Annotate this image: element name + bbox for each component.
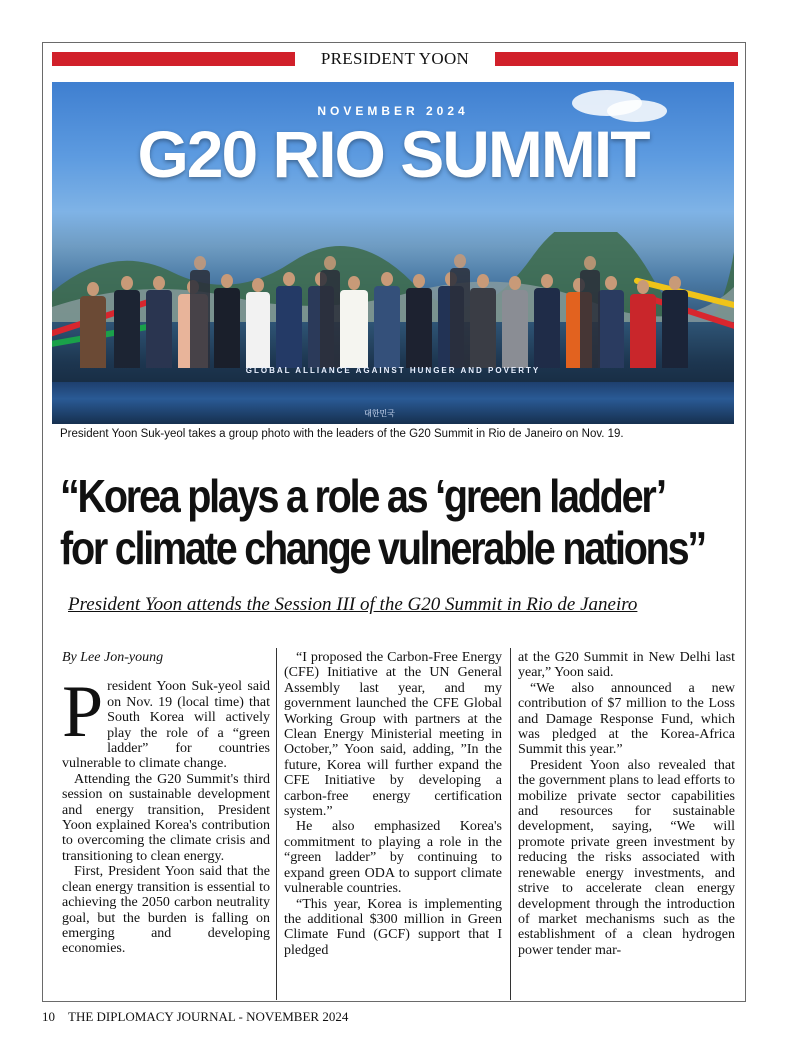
korea-emblem-text: 대한민국 (364, 409, 395, 418)
photo-caption: President Yoon Suk-yeol takes a group photo with the leaders of the G20 Summit in Rio de Janeiro on Nov. 19. (60, 428, 624, 440)
article-paragraph: at the G20 Summit in New Delhi last year,” Yoon said. (518, 650, 735, 681)
article-paragraph: First, President Yoon said that the clean energy transition is essential to achieving the 2050 carbon neutrality goal, but the burden is falling on emerging and developing economies. (62, 864, 270, 957)
leader-figure (630, 280, 656, 368)
article-paragraph: “We also announced a new contribution of $7 million to the Loss and Damage Response Fund, which was pledged at the Korea-Africa Summit this year.” (518, 680, 735, 758)
article-paragraph: He also emphasized Korea's commitment to playing a role in the “green ladder” by continuing to expand green ODA to support climate vulnerable countries. (284, 819, 502, 897)
leader-figure (146, 276, 172, 368)
column-divider (510, 648, 511, 1000)
page-footer (42, 1009, 348, 1025)
leader-figure (662, 276, 688, 368)
article-paragraph: “I proposed the Carbon-Free Energy (CFE) Initiative at the UN General Assembly last year, and my government launched the CFE Global Working Group with partners at the Clean Energy Ministerial meeting in October,” Yoon said, adding, ”In the future, Korea will further expand the CFE Initiative by developing a carbon-free energy certification system.” (284, 650, 502, 820)
leader-figure (580, 256, 600, 368)
article-column-2 (284, 650, 502, 958)
leader-figure (80, 282, 106, 368)
article-paragraph (62, 671, 270, 772)
summit-photo (52, 82, 734, 424)
section-label: PRESIDENT YOON (320, 49, 470, 68)
photo-month-text: NOVEMBER 2024 (317, 104, 469, 118)
section-bar-right (495, 52, 738, 66)
headline-line-2: for climate change vulnerable nations” (60, 522, 705, 574)
article-column-1 (62, 650, 270, 957)
article-paragraph: President Yoon also revealed that the government plans to lead efforts to mobilize private sector capabilities and resources for sustainable development, saying, “We will promote private green investment by reducing the risks associated with renewable energy investments, and strive to accelerate clean energy development through the introduction of market mechanisms such as the establishment of a clean hydrogen power tender mar- (518, 757, 735, 958)
drop-cap: P (62, 671, 104, 754)
leader-figure (246, 278, 270, 368)
leader-figure (114, 276, 140, 368)
leader-figure (374, 272, 400, 368)
leader-figure (450, 254, 470, 368)
paragraph-text: resident Yoon Suk-yeol said on Nov. 19 (local time) that South Korea will actively play the role of a “green ladder” for countries vulnerable to climate change. (62, 679, 270, 772)
photo-title-text: G20 RIO SUMMIT (137, 117, 649, 191)
headline-line-1: “Korea plays a role as ‘green ladder’ (60, 470, 665, 522)
page-number: 10 (42, 1009, 55, 1024)
section-bar-left (52, 52, 295, 66)
article-paragraph: Attending the G20 Summit's third session on sustainable development and energy transition, President Yoon explained Korea's contribution to overcoming the climate crisis and transitioning to clean energy. (62, 771, 270, 864)
leader-figure (320, 256, 340, 368)
headline (60, 470, 739, 574)
leaders-group (70, 250, 716, 368)
leader-figure (406, 274, 432, 368)
leader-figure (276, 272, 302, 368)
article-paragraph: “This year, Korea is implementing the additional $300 million in Green Climate Fund (GCF) support that I pledged (284, 896, 502, 958)
subheadline: President Yoon attends the Session III of the G20 Summit in Rio de Janeiro (68, 594, 638, 615)
article-column-3 (518, 650, 735, 958)
photo-banner-text: GLOBAL ALLIANCE AGAINST HUNGER AND POVERTY (245, 366, 541, 375)
leader-figure (214, 274, 240, 368)
leader-figure (534, 274, 560, 368)
leader-figure (190, 256, 210, 368)
section-header (52, 49, 738, 69)
column-divider (276, 648, 277, 1000)
leader-figure (598, 276, 624, 368)
leader-figure (340, 276, 368, 368)
byline: By Lee Jon-young (62, 650, 164, 665)
leader-figure (470, 274, 496, 368)
leader-figure (502, 276, 528, 368)
publication-name: THE DIPLOMACY JOURNAL - NOVEMBER 2024 (68, 1009, 349, 1024)
